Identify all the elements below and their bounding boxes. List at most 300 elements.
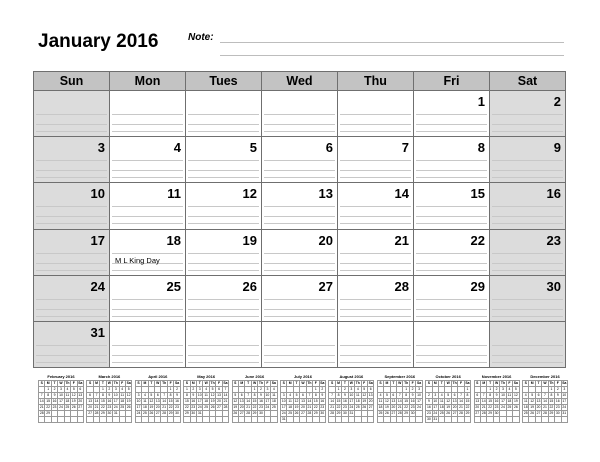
mini-calendar xyxy=(280,374,326,423)
mini-day: 13 xyxy=(452,399,457,403)
mini-day: 3 xyxy=(58,387,64,393)
cell-line xyxy=(492,177,563,178)
mini-day: 13 xyxy=(239,399,244,403)
mini-day: 30 xyxy=(191,411,196,415)
mini-weekday: Th xyxy=(113,381,118,385)
mini-day xyxy=(125,417,131,423)
mini-day: 17 xyxy=(113,399,118,403)
mini-day: 10 xyxy=(197,393,202,397)
day-cell[interactable] xyxy=(34,182,110,228)
day-cell[interactable] xyxy=(110,136,186,182)
day-cell[interactable] xyxy=(414,90,490,136)
mini-weekday: Sa xyxy=(368,381,373,385)
mini-weekday: T xyxy=(439,381,445,387)
mini-day: 16 xyxy=(175,399,179,403)
mini-weekday: F xyxy=(264,381,270,387)
mini-day: 26 xyxy=(294,411,299,415)
mini-day: 23 xyxy=(494,405,499,409)
mini-day: 13 xyxy=(536,399,541,403)
cell-line xyxy=(112,131,183,132)
mini-day: 18 xyxy=(523,405,528,409)
mini-day: 13 xyxy=(391,399,396,403)
weekday-wed: Wed xyxy=(262,72,338,90)
mini-day: 23 xyxy=(320,405,325,409)
cell-line xyxy=(492,124,563,125)
mini-day: 28 xyxy=(307,411,312,415)
mini-day: 21 xyxy=(223,399,228,403)
cell-line xyxy=(416,170,487,171)
mini-calendar-title: November 2016 xyxy=(481,374,512,379)
mini-day: 2 xyxy=(319,387,325,393)
mini-day xyxy=(319,417,325,423)
mini-day: 1 xyxy=(548,387,554,393)
day-cell[interactable] xyxy=(338,229,414,275)
cell-line xyxy=(112,362,183,363)
mini-day: 9 xyxy=(190,393,196,399)
cell-line xyxy=(264,309,335,310)
day-number: 25 xyxy=(166,278,181,294)
cell-line xyxy=(416,216,487,217)
mini-day: 22 xyxy=(549,405,554,409)
mini-day: 29 xyxy=(313,411,318,415)
mini-day: 22 xyxy=(46,405,51,409)
mini-weekday: S xyxy=(281,381,287,387)
day-cell[interactable] xyxy=(110,275,186,321)
mini-day: 23 xyxy=(259,405,263,409)
day-cell[interactable] xyxy=(34,321,110,367)
mini-day: 8 xyxy=(487,393,493,399)
mini-day: 14 xyxy=(246,399,251,403)
day-cell[interactable] xyxy=(186,136,262,182)
mini-day: 15 xyxy=(549,399,554,403)
day-cell[interactable] xyxy=(338,136,414,182)
mini-day: 23 xyxy=(191,405,196,409)
mini-day: 27 xyxy=(391,411,396,415)
mini-weekday: Th xyxy=(404,381,409,385)
day-cell[interactable] xyxy=(338,182,414,228)
mini-day: 6 xyxy=(87,393,93,399)
mini-day: 18 xyxy=(288,405,293,409)
day-cell[interactable] xyxy=(262,182,338,228)
cell-line xyxy=(264,124,335,125)
cell-line xyxy=(492,170,563,171)
day-cell[interactable] xyxy=(414,136,490,182)
mini-day: 3 xyxy=(416,387,422,393)
mini-weekday: F xyxy=(458,381,464,387)
day-cell[interactable] xyxy=(262,275,338,321)
cell-line xyxy=(492,253,563,254)
mini-day: 21 xyxy=(39,405,44,409)
note-label: Note: xyxy=(188,32,214,43)
day-cell[interactable] xyxy=(414,275,490,321)
mini-day: 16 xyxy=(410,399,415,403)
cell-line xyxy=(36,216,107,217)
mini-weekday: Th xyxy=(65,381,70,385)
day-cell[interactable] xyxy=(186,229,262,275)
mini-day: 27 xyxy=(217,405,221,409)
mini-day: 22 xyxy=(404,405,409,409)
mini-weekday: S xyxy=(523,381,529,387)
cell-line xyxy=(36,177,107,178)
mini-day: 15 xyxy=(101,399,105,403)
mini-day: 12 xyxy=(362,393,367,397)
mini-weekday: S xyxy=(184,381,190,387)
mini-day: 18 xyxy=(65,399,70,403)
cell-line xyxy=(264,270,335,271)
mini-day: 9 xyxy=(555,393,561,399)
mini-day xyxy=(464,417,470,423)
mini-day: 30 xyxy=(107,411,112,415)
cell-line xyxy=(188,253,259,254)
mini-day: 16 xyxy=(191,399,196,403)
mini-weekday: F xyxy=(71,381,77,387)
cell-line xyxy=(36,345,107,346)
day-cell[interactable] xyxy=(34,90,110,136)
cell-line xyxy=(188,124,259,125)
mini-day: 7 xyxy=(39,393,45,399)
day-cell[interactable] xyxy=(262,321,338,367)
mini-day: 20 xyxy=(239,405,244,409)
cell-line xyxy=(492,206,563,207)
mini-day: 21 xyxy=(543,405,547,409)
mini-day: 27 xyxy=(88,411,92,415)
mini-day: 21 xyxy=(397,405,402,409)
mini-day: 31 xyxy=(197,411,202,415)
cell-line xyxy=(36,270,107,271)
day-cell[interactable] xyxy=(110,321,186,367)
mini-day: 10 xyxy=(59,393,63,397)
cell-line xyxy=(188,160,259,161)
mini-day: 25 xyxy=(378,411,383,415)
day-cell[interactable] xyxy=(186,321,262,367)
day-cell[interactable] xyxy=(414,321,490,367)
mini-weekday: S xyxy=(329,381,335,387)
mini-day: 4 xyxy=(287,393,293,399)
mini-calendar xyxy=(232,374,278,423)
mini-day: 19 xyxy=(530,405,535,409)
mini-calendar xyxy=(522,374,568,423)
mini-day: 5 xyxy=(445,393,451,399)
day-cell[interactable] xyxy=(34,136,110,182)
mini-day: 17 xyxy=(349,399,354,403)
cell-line xyxy=(340,253,411,254)
day-cell[interactable] xyxy=(110,182,186,228)
mini-day: 6 xyxy=(300,393,306,399)
mini-weekday: S xyxy=(377,381,383,387)
mini-day: 8 xyxy=(464,393,470,399)
mini-day: 24 xyxy=(265,405,270,409)
mini-day: 16 xyxy=(107,399,112,403)
mini-day: 19 xyxy=(385,405,389,409)
mini-day: 19 xyxy=(71,399,76,403)
mini-day: 29 xyxy=(252,411,257,415)
mini-day: 20 xyxy=(475,405,480,409)
mini-day: 27 xyxy=(155,411,160,415)
mini-day: 3 xyxy=(197,387,203,393)
mini-weekday: S xyxy=(426,381,432,387)
cell-line xyxy=(492,362,563,363)
mini-day: 15 xyxy=(252,399,257,403)
mini-weekday: T xyxy=(390,381,396,387)
mini-day: 26 xyxy=(530,411,535,415)
cell-line xyxy=(340,263,411,264)
mini-day: 18 xyxy=(355,399,360,403)
mini-day: 28 xyxy=(330,411,334,415)
mini-calendar-title: June 2016 xyxy=(244,374,265,379)
weekday-thu: Thu xyxy=(338,72,414,90)
day-cell[interactable] xyxy=(338,90,414,136)
day-cell[interactable] xyxy=(34,229,110,275)
mini-day: 4 xyxy=(506,387,512,393)
cell-line xyxy=(264,177,335,178)
mini-day: 9 xyxy=(426,399,432,405)
mini-day: 29 xyxy=(185,411,189,415)
cell-line xyxy=(188,206,259,207)
mini-day: 11 xyxy=(288,399,292,403)
mini-weekday: M xyxy=(385,381,389,385)
mini-day: 31 xyxy=(433,417,438,421)
mini-calendar xyxy=(328,374,374,423)
mini-day: 15 xyxy=(185,399,189,403)
day-cell[interactable] xyxy=(414,229,490,275)
mini-day: 24 xyxy=(501,405,505,409)
day-cell[interactable] xyxy=(490,136,565,182)
mini-weekday: M xyxy=(95,381,98,385)
mini-day: 11 xyxy=(204,393,208,397)
day-cell[interactable] xyxy=(186,275,262,321)
mini-day: 8 xyxy=(313,393,319,399)
mini-day: 21 xyxy=(330,405,334,409)
day-number: 1 xyxy=(477,94,485,109)
day-cell[interactable] xyxy=(490,321,565,367)
day-cell[interactable] xyxy=(490,275,565,321)
mini-weekday: F xyxy=(167,381,173,387)
mini-day: 1 xyxy=(251,387,257,393)
calendar-title: January 2016 xyxy=(38,31,159,52)
day-cell[interactable] xyxy=(186,90,262,136)
day-cell[interactable] xyxy=(262,136,338,182)
mini-day: 14 xyxy=(162,399,167,403)
day-number: 8 xyxy=(477,140,485,156)
cell-line xyxy=(112,355,183,356)
mini-day: 29 xyxy=(488,411,493,415)
cell-line xyxy=(36,160,107,161)
cell-line xyxy=(492,309,563,310)
mini-day: 25 xyxy=(204,405,209,409)
mini-weekday: F xyxy=(313,381,319,387)
day-number: 21 xyxy=(394,232,409,248)
note-line[interactable] xyxy=(220,42,564,43)
mini-day: 24 xyxy=(562,405,567,409)
mini-day: 28 xyxy=(397,411,402,415)
mini-day: 12 xyxy=(385,399,389,403)
mini-day: 9 xyxy=(409,393,415,399)
mini-weekday: Th xyxy=(500,381,506,385)
mini-weekday: Sa xyxy=(174,381,180,385)
day-cell[interactable] xyxy=(338,275,414,321)
day-cell[interactable] xyxy=(338,321,414,367)
mini-day: 10 xyxy=(281,399,286,403)
day-cell[interactable] xyxy=(490,182,565,228)
cell-line xyxy=(264,160,335,161)
mini-day: 5 xyxy=(293,393,299,399)
cell-line xyxy=(188,309,259,310)
mini-day: 27 xyxy=(368,405,373,409)
cell-line xyxy=(112,309,183,310)
mini-weekday: Sa xyxy=(223,381,228,385)
mini-day: 9 xyxy=(174,393,180,399)
cell-line xyxy=(416,206,487,207)
mini-day: 17 xyxy=(562,399,567,403)
mini-weekday: Sa xyxy=(465,381,470,385)
mini-day: 10 xyxy=(501,393,505,397)
cell-line xyxy=(340,362,411,363)
mini-day: 14 xyxy=(459,399,463,403)
day-number: 2 xyxy=(553,94,561,109)
mini-day: 30 xyxy=(320,411,325,415)
mini-day: 11 xyxy=(143,399,147,403)
cell-line xyxy=(416,355,487,356)
cell-line xyxy=(188,316,259,317)
mini-weekday: W xyxy=(349,381,353,385)
mini-weekday: W xyxy=(494,381,499,385)
note-line[interactable] xyxy=(220,55,564,56)
cell-line xyxy=(340,124,411,125)
mini-weekday: W xyxy=(543,381,547,385)
mini-calendar-title: April 2016 xyxy=(148,374,168,379)
mini-weekday: F xyxy=(216,381,222,387)
mini-day: 22 xyxy=(488,405,493,409)
mini-weekday: W xyxy=(59,381,63,385)
cell-line xyxy=(36,263,107,264)
mini-day: 19 xyxy=(446,405,451,409)
day-cell[interactable] xyxy=(262,229,338,275)
cell-line xyxy=(112,124,183,125)
mini-day: 24 xyxy=(59,405,63,409)
mini-day: 7 xyxy=(481,393,487,399)
mini-day: 22 xyxy=(252,405,257,409)
day-cell[interactable] xyxy=(110,90,186,136)
mini-day: 20 xyxy=(78,399,83,403)
mini-day: 2 xyxy=(342,387,348,393)
mini-day: 4 xyxy=(64,387,70,393)
mini-weekday: Th xyxy=(210,381,215,385)
cell-line xyxy=(340,223,411,224)
day-cell[interactable] xyxy=(186,182,262,228)
mini-day: 28 xyxy=(246,411,251,415)
mini-day: 22 xyxy=(185,405,189,409)
mini-weekday: M xyxy=(482,381,486,385)
mini-day: 15 xyxy=(46,399,51,403)
mini-day: 3 xyxy=(500,387,506,393)
mini-day: 6 xyxy=(451,393,457,399)
mini-weekday: F xyxy=(506,381,512,387)
mini-day: 23 xyxy=(410,405,415,409)
mini-day: 13 xyxy=(301,399,305,403)
cell-line xyxy=(416,309,487,310)
cell-line xyxy=(416,223,487,224)
mini-day: 29 xyxy=(101,411,105,415)
mini-day: 6 xyxy=(77,387,83,393)
mini-day: 14 xyxy=(307,399,312,403)
cell-line xyxy=(416,131,487,132)
cell-line xyxy=(264,216,335,217)
mini-day: 24 xyxy=(417,405,421,409)
cell-line xyxy=(492,263,563,264)
mini-day: 6 xyxy=(474,393,480,399)
cell-line xyxy=(264,131,335,132)
mini-day: 14 xyxy=(330,399,334,403)
day-cell[interactable] xyxy=(34,275,110,321)
mini-day: 9 xyxy=(319,393,325,399)
mini-day: 5 xyxy=(125,387,131,393)
day-cell[interactable] xyxy=(414,182,490,228)
mini-day: 20 xyxy=(536,405,541,409)
weekday-sun: Sun xyxy=(34,72,110,90)
cell-line xyxy=(188,170,259,171)
day-cell[interactable] xyxy=(490,90,565,136)
mini-day: 7 xyxy=(329,393,335,399)
mini-day: 2 xyxy=(190,387,196,393)
mini-day: 17 xyxy=(501,399,505,403)
mini-day: 14 xyxy=(481,399,486,403)
mini-day: 26 xyxy=(210,405,215,409)
cell-line xyxy=(188,270,259,271)
mini-day: 4 xyxy=(271,387,277,393)
cell-line xyxy=(416,316,487,317)
mini-day: 29 xyxy=(46,411,51,415)
mini-day: 28 xyxy=(543,411,547,415)
mini-day: 20 xyxy=(391,405,396,409)
cell-line xyxy=(112,253,183,254)
mini-day: 28 xyxy=(223,405,228,409)
cell-line xyxy=(340,206,411,207)
cell-line xyxy=(264,223,335,224)
cell-line xyxy=(36,362,107,363)
cell-line xyxy=(340,131,411,132)
mini-day: 25 xyxy=(355,405,360,409)
weekday-mon: Mon xyxy=(110,72,186,90)
mini-day: 13 xyxy=(368,393,373,397)
mini-day: 23 xyxy=(107,405,112,409)
day-cell[interactable] xyxy=(490,229,565,275)
mini-weekday: Th xyxy=(258,381,264,385)
mini-day: 27 xyxy=(536,411,541,415)
mini-day: 30 xyxy=(259,411,263,415)
day-cell[interactable] xyxy=(262,90,338,136)
mini-calendar xyxy=(86,374,132,423)
mini-day: 3 xyxy=(561,387,567,393)
mini-calendar-title: August 2016 xyxy=(339,374,364,379)
mini-day: 2 xyxy=(258,387,264,393)
mini-day: 16 xyxy=(555,399,560,403)
cell-line xyxy=(340,355,411,356)
mini-day: 11 xyxy=(65,393,70,397)
mini-day: 22 xyxy=(168,405,173,409)
mini-weekday: Sa xyxy=(320,381,325,385)
mini-day: 16 xyxy=(52,399,57,403)
mini-weekday: W xyxy=(156,381,160,385)
day-cell[interactable] xyxy=(110,229,186,275)
mini-calendar xyxy=(377,374,423,423)
mini-weekday: T xyxy=(197,381,203,387)
mini-day: 6 xyxy=(239,393,245,399)
mini-day: 19 xyxy=(149,405,154,409)
mini-day: 11 xyxy=(523,399,528,403)
cell-line xyxy=(112,206,183,207)
mini-day: 24 xyxy=(197,405,202,409)
cell-line xyxy=(340,177,411,178)
